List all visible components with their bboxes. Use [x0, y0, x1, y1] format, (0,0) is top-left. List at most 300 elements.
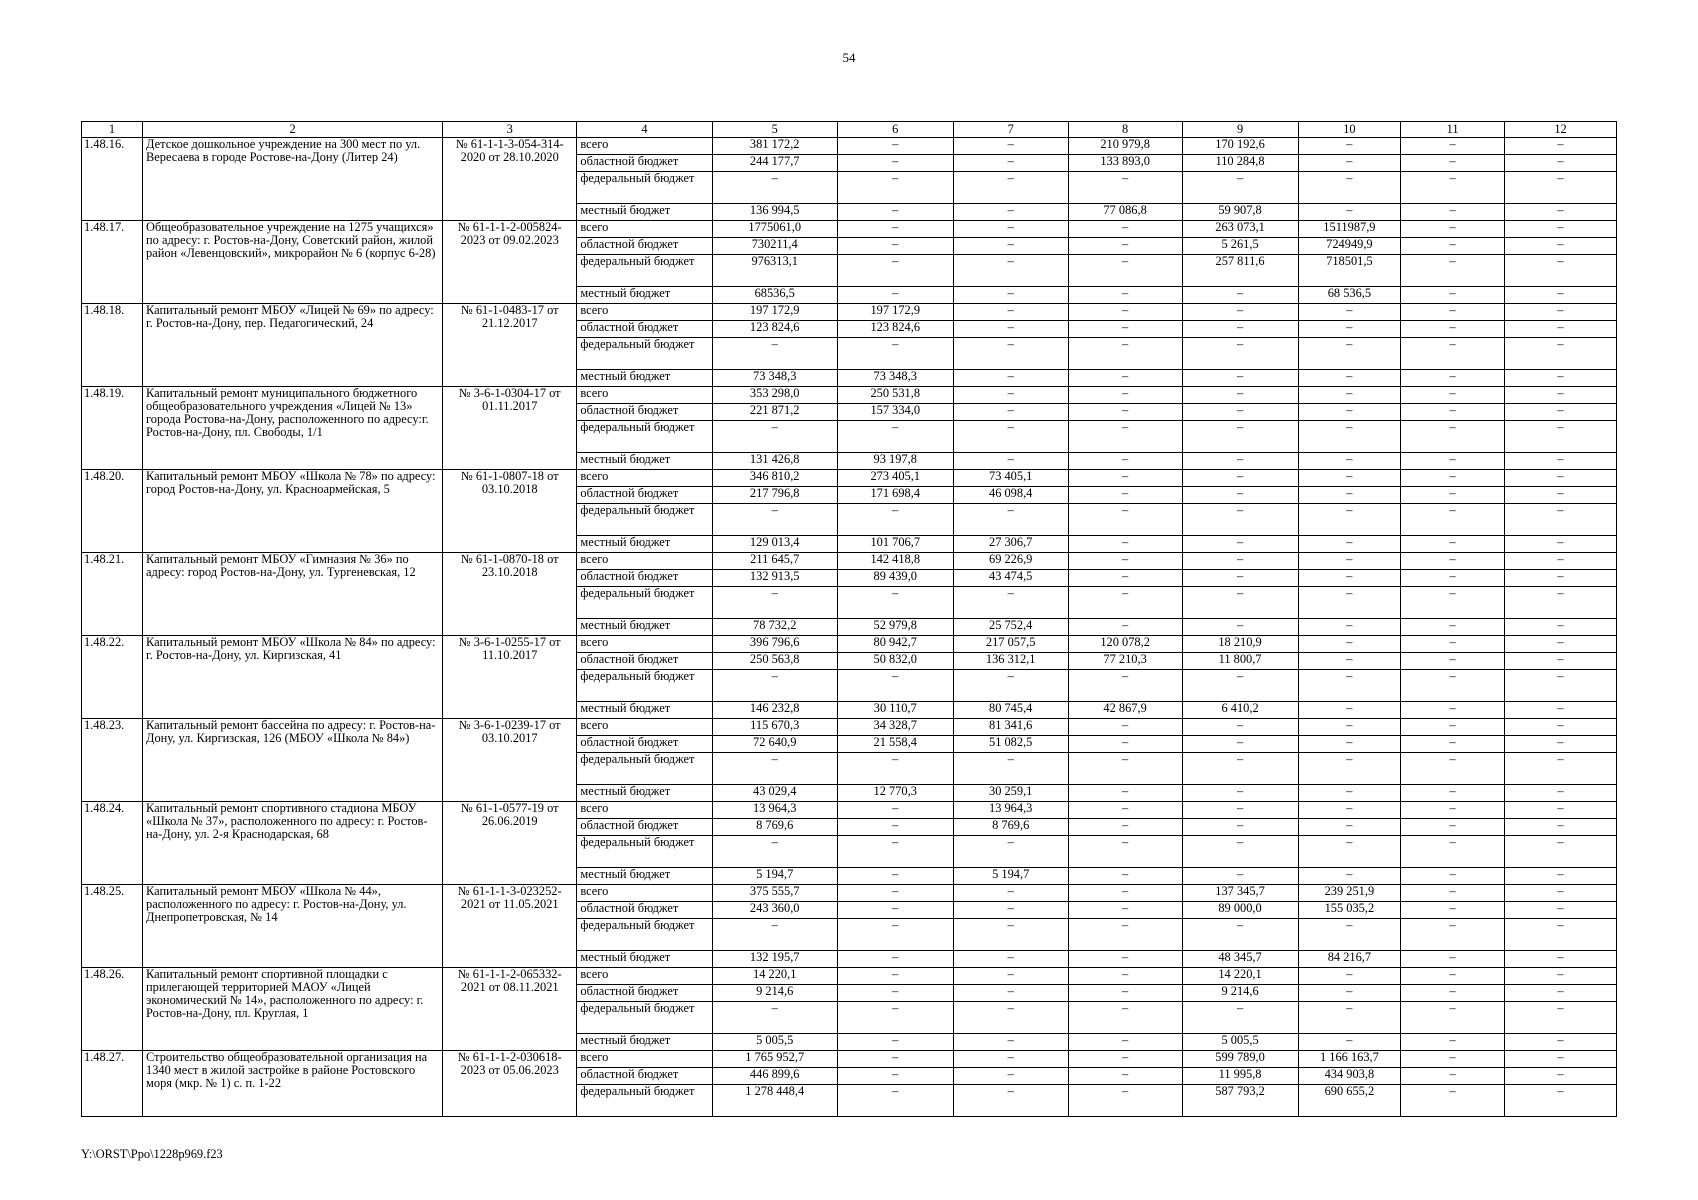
document-reference: № 61-1-1-2-005824-2023 от 09.02.2023: [443, 221, 577, 304]
amount-cell: –: [1068, 802, 1182, 819]
amount-cell: –: [712, 421, 837, 453]
amount-cell: –: [1068, 919, 1182, 951]
amount-cell: 8 769,6: [953, 819, 1068, 836]
amount-cell: –: [1068, 370, 1182, 387]
amount-cell: –: [837, 836, 953, 868]
amount-cell: –: [1298, 1034, 1401, 1051]
funding-source: местный бюджет: [577, 951, 712, 968]
funding-source: областной бюджет: [577, 1068, 712, 1085]
amount-cell: –: [1068, 619, 1182, 636]
amount-cell: –: [1182, 487, 1298, 504]
amount-cell: –: [953, 919, 1068, 951]
amount-cell: –: [1298, 204, 1401, 221]
amount-cell: –: [953, 404, 1068, 421]
funding-source: федеральный бюджет: [577, 504, 712, 536]
amount-cell: –: [1401, 387, 1505, 404]
document-reference: № 3-6-1-0239-17 от 03.10.2017: [443, 719, 577, 802]
document-reference: № 61-1-1-3-023252-2021 от 11.05.2021: [443, 885, 577, 968]
column-header-2: 2: [143, 122, 443, 138]
item-number: 1.48.26.: [82, 968, 143, 1051]
amount-cell: 59 907,8: [1182, 204, 1298, 221]
amount-cell: –: [837, 155, 953, 172]
amount-cell: –: [1298, 155, 1401, 172]
document-reference: № 61-1-0807-18 от 03.10.2018: [443, 470, 577, 553]
amount-cell: 1 765 952,7: [712, 1051, 837, 1068]
amount-cell: –: [1401, 1034, 1505, 1051]
amount-cell: 273 405,1: [837, 470, 953, 487]
document-reference: № 61-1-0483-17 от 21.12.2017: [443, 304, 577, 387]
amount-cell: –: [953, 238, 1068, 255]
item-number: 1.48.24.: [82, 802, 143, 885]
amount-cell: 136 312,1: [953, 653, 1068, 670]
amount-cell: –: [1298, 868, 1401, 885]
amount-cell: 14 220,1: [712, 968, 837, 985]
amount-cell: 221 871,2: [712, 404, 837, 421]
amount-cell: 690 655,2: [1298, 1085, 1401, 1117]
amount-cell: –: [1068, 1068, 1182, 1085]
amount-cell: –: [953, 1068, 1068, 1085]
funding-source: областной бюджет: [577, 238, 712, 255]
amount-cell: –: [1505, 968, 1617, 985]
amount-cell: –: [1505, 421, 1617, 453]
amount-cell: –: [1401, 570, 1505, 587]
amount-cell: –: [837, 1068, 953, 1085]
funding-source: федеральный бюджет: [577, 172, 712, 204]
amount-cell: 375 555,7: [712, 885, 837, 902]
funding-source: федеральный бюджет: [577, 421, 712, 453]
amount-cell: –: [1182, 736, 1298, 753]
amount-cell: 18 210,9: [1182, 636, 1298, 653]
amount-cell: 89 439,0: [837, 570, 953, 587]
amount-cell: 50 832,0: [837, 653, 953, 670]
amount-cell: –: [1298, 653, 1401, 670]
amount-cell: –: [1182, 370, 1298, 387]
amount-cell: –: [837, 1034, 953, 1051]
amount-cell: –: [837, 951, 953, 968]
amount-cell: –: [1401, 1051, 1505, 1068]
amount-cell: 132 195,7: [712, 951, 837, 968]
amount-cell: –: [1298, 719, 1401, 736]
amount-cell: –: [1298, 321, 1401, 338]
amount-cell: –: [1068, 1034, 1182, 1051]
amount-cell: –: [953, 885, 1068, 902]
amount-cell: –: [1182, 453, 1298, 470]
amount-cell: –: [1401, 968, 1505, 985]
amount-cell: –: [837, 1085, 953, 1117]
amount-cell: –: [837, 238, 953, 255]
amount-cell: 257 811,6: [1182, 255, 1298, 287]
amount-cell: –: [1068, 287, 1182, 304]
amount-cell: 52 979,8: [837, 619, 953, 636]
amount-cell: –: [1401, 670, 1505, 702]
amount-cell: –: [837, 902, 953, 919]
funding-source: всего: [577, 802, 712, 819]
funding-source: местный бюджет: [577, 619, 712, 636]
amount-cell: 27 306,7: [953, 536, 1068, 553]
column-header-8: 8: [1068, 122, 1182, 138]
amount-cell: 381 172,2: [712, 138, 837, 155]
amount-cell: –: [1505, 951, 1617, 968]
amount-cell: 115 670,3: [712, 719, 837, 736]
amount-cell: –: [953, 221, 1068, 238]
column-header-3: 3: [443, 122, 577, 138]
amount-cell: –: [1182, 387, 1298, 404]
amount-cell: –: [1505, 785, 1617, 802]
amount-cell: –: [1298, 736, 1401, 753]
item-number: 1.48.18.: [82, 304, 143, 387]
amount-cell: –: [1068, 587, 1182, 619]
amount-cell: –: [837, 587, 953, 619]
amount-cell: –: [1068, 304, 1182, 321]
amount-cell: –: [1182, 836, 1298, 868]
amount-cell: –: [1401, 138, 1505, 155]
amount-cell: –: [953, 968, 1068, 985]
object-name: Детское дошкольное учреждение на 300 мест по ул. Вересаева в городе Ростове-на-Дону (Литер 24): [143, 138, 443, 221]
amount-cell: –: [1505, 204, 1617, 221]
object-name: Капитальный ремонт МБОУ «Школа № 84» по адресу: г. Ростов-на-Дону, ул. Киргизская, 41: [143, 636, 443, 719]
amount-cell: –: [1505, 670, 1617, 702]
object-name: Капитальный ремонт муниципального бюджетного общеобразовательного учреждения «Лицей № 13» города Ростова-на-Дону, расположенного по адресу:г. Ростов-на-Дону, пл. Свободы, 1/1: [143, 387, 443, 470]
table-row: [82, 470, 1617, 487]
amount-cell: 25 752,4: [953, 619, 1068, 636]
amount-cell: –: [1505, 570, 1617, 587]
amount-cell: –: [1298, 753, 1401, 785]
amount-cell: –: [1182, 587, 1298, 619]
amount-cell: –: [1182, 536, 1298, 553]
column-header-12: 12: [1505, 122, 1617, 138]
page-number: 54: [842, 50, 856, 65]
amount-cell: –: [712, 836, 837, 868]
amount-cell: –: [1505, 404, 1617, 421]
amount-cell: –: [1298, 968, 1401, 985]
amount-cell: 243 360,0: [712, 902, 837, 919]
amount-cell: –: [1401, 421, 1505, 453]
amount-cell: –: [1068, 819, 1182, 836]
amount-cell: –: [1298, 421, 1401, 453]
amount-cell: –: [1298, 785, 1401, 802]
amount-cell: –: [1401, 802, 1505, 819]
funding-source: областной бюджет: [577, 902, 712, 919]
amount-cell: 81 341,6: [953, 719, 1068, 736]
amount-cell: –: [1182, 504, 1298, 536]
funding-source: местный бюджет: [577, 536, 712, 553]
item-number: 1.48.23.: [82, 719, 143, 802]
amount-cell: –: [837, 287, 953, 304]
amount-cell: –: [1401, 155, 1505, 172]
table-row: [82, 221, 1617, 238]
document-reference: № 3-6-1-0304-17 от 01.11.2017: [443, 387, 577, 470]
funding-source: всего: [577, 387, 712, 404]
funding-source: всего: [577, 221, 712, 238]
amount-cell: –: [837, 819, 953, 836]
amount-cell: –: [1068, 1085, 1182, 1117]
table-row: [82, 719, 1617, 736]
amount-cell: –: [837, 968, 953, 985]
amount-cell: –: [1068, 968, 1182, 985]
column-header-9: 9: [1182, 122, 1298, 138]
amount-cell: –: [1401, 1068, 1505, 1085]
amount-cell: –: [837, 885, 953, 902]
amount-cell: –: [1068, 453, 1182, 470]
amount-cell: –: [1298, 702, 1401, 719]
amount-cell: 43 474,5: [953, 570, 1068, 587]
amount-cell: –: [1401, 338, 1505, 370]
funding-source: местный бюджет: [577, 453, 712, 470]
amount-cell: –: [1401, 785, 1505, 802]
amount-cell: –: [1401, 404, 1505, 421]
table-row: [82, 968, 1617, 985]
amount-cell: 9 214,6: [712, 985, 837, 1002]
amount-cell: –: [1401, 1002, 1505, 1034]
amount-cell: 730211,4: [712, 238, 837, 255]
item-number: 1.48.22.: [82, 636, 143, 719]
amount-cell: –: [1401, 204, 1505, 221]
column-number-row: [82, 122, 1617, 138]
funding-source: областной бюджет: [577, 819, 712, 836]
amount-cell: 210 979,8: [1068, 138, 1182, 155]
amount-cell: 46 098,4: [953, 487, 1068, 504]
amount-cell: –: [1505, 1034, 1617, 1051]
amount-cell: –: [1401, 370, 1505, 387]
column-header-4: 4: [577, 122, 712, 138]
amount-cell: –: [1068, 719, 1182, 736]
amount-cell: 9 214,6: [1182, 985, 1298, 1002]
amount-cell: 1 166 163,7: [1298, 1051, 1401, 1068]
funding-source: областной бюджет: [577, 570, 712, 587]
amount-cell: –: [1505, 553, 1617, 570]
item-number: 1.48.25.: [82, 885, 143, 968]
amount-cell: –: [1298, 985, 1401, 1002]
amount-cell: –: [1298, 919, 1401, 951]
amount-cell: 136 994,5: [712, 204, 837, 221]
amount-cell: 1 278 448,4: [712, 1085, 837, 1117]
amount-cell: –: [837, 221, 953, 238]
funding-source: всего: [577, 470, 712, 487]
amount-cell: 217 796,8: [712, 487, 837, 504]
funding-source: федеральный бюджет: [577, 1085, 712, 1117]
amount-cell: 51 082,5: [953, 736, 1068, 753]
document-reference: № 61-1-1-2-030618-2023 от 05.06.2023: [443, 1051, 577, 1117]
amount-cell: 5 261,5: [1182, 238, 1298, 255]
amount-cell: –: [712, 670, 837, 702]
table-row: [82, 387, 1617, 404]
amount-cell: –: [1298, 338, 1401, 370]
amount-cell: –: [1401, 702, 1505, 719]
amount-cell: 73 405,1: [953, 470, 1068, 487]
amount-cell: –: [1068, 238, 1182, 255]
amount-cell: –: [953, 951, 1068, 968]
amount-cell: –: [837, 138, 953, 155]
amount-cell: 976313,1: [712, 255, 837, 287]
funding-source: федеральный бюджет: [577, 587, 712, 619]
funding-source: областной бюджет: [577, 653, 712, 670]
amount-cell: –: [1401, 321, 1505, 338]
amount-cell: 250 563,8: [712, 653, 837, 670]
amount-cell: –: [1401, 487, 1505, 504]
funding-source: всего: [577, 885, 712, 902]
amount-cell: –: [1505, 387, 1617, 404]
amount-cell: 89 000,0: [1182, 902, 1298, 919]
amount-cell: –: [712, 919, 837, 951]
amount-cell: 72 640,9: [712, 736, 837, 753]
item-number: 1.48.17.: [82, 221, 143, 304]
amount-cell: –: [1182, 919, 1298, 951]
amount-cell: 93 197,8: [837, 453, 953, 470]
funding-source: федеральный бюджет: [577, 1002, 712, 1034]
document-reference: № 61-1-1-2-065332-2021 от 08.11.2021: [443, 968, 577, 1051]
amount-cell: –: [1505, 1002, 1617, 1034]
amount-cell: 73 348,3: [837, 370, 953, 387]
amount-cell: 80 745,4: [953, 702, 1068, 719]
amount-cell: –: [1298, 819, 1401, 836]
amount-cell: 12 770,3: [837, 785, 953, 802]
amount-cell: –: [837, 255, 953, 287]
amount-cell: 1511987,9: [1298, 221, 1401, 238]
column-header-10: 10: [1298, 122, 1401, 138]
amount-cell: –: [1401, 470, 1505, 487]
amount-cell: –: [1505, 172, 1617, 204]
amount-cell: –: [1182, 404, 1298, 421]
amount-cell: –: [1298, 138, 1401, 155]
amount-cell: 21 558,4: [837, 736, 953, 753]
amount-cell: –: [1505, 902, 1617, 919]
amount-cell: 396 796,6: [712, 636, 837, 653]
amount-cell: 142 418,8: [837, 553, 953, 570]
amount-cell: 250 531,8: [837, 387, 953, 404]
amount-cell: 446 899,6: [712, 1068, 837, 1085]
amount-cell: –: [1068, 172, 1182, 204]
amount-cell: –: [1401, 868, 1505, 885]
amount-cell: –: [953, 587, 1068, 619]
amount-cell: –: [1401, 885, 1505, 902]
amount-cell: –: [1505, 1051, 1617, 1068]
amount-cell: –: [1298, 370, 1401, 387]
amount-cell: 244 177,7: [712, 155, 837, 172]
item-number: 1.48.21.: [82, 553, 143, 636]
item-number: 1.48.19.: [82, 387, 143, 470]
amount-cell: –: [1182, 719, 1298, 736]
amount-cell: –: [1298, 553, 1401, 570]
amount-cell: –: [1182, 338, 1298, 370]
amount-cell: –: [1505, 155, 1617, 172]
amount-cell: 80 942,7: [837, 636, 953, 653]
funding-source: всего: [577, 138, 712, 155]
amount-cell: 123 824,6: [712, 321, 837, 338]
amount-cell: –: [712, 172, 837, 204]
amount-cell: 5 005,5: [1182, 1034, 1298, 1051]
object-name: Строительство общеобразовательной организация на 1340 мест в жилой застройке в районе Ростовского моря (мкр. № 1) с. п. 1-22: [143, 1051, 443, 1117]
amount-cell: –: [1401, 719, 1505, 736]
amount-cell: –: [1298, 536, 1401, 553]
object-name: Общеобразовательное учреждение на 1275 учащихся» по адресу: г. Ростов-на-Дону, Советский район, жилой район «Левенцовский», микрорайон № 6 (корпус 6-28): [143, 221, 443, 304]
funding-source: всего: [577, 553, 712, 570]
amount-cell: 84 216,7: [1298, 951, 1401, 968]
amount-cell: –: [953, 138, 1068, 155]
amount-cell: –: [712, 753, 837, 785]
amount-cell: –: [1401, 221, 1505, 238]
funding-source: федеральный бюджет: [577, 919, 712, 951]
amount-cell: –: [837, 802, 953, 819]
amount-cell: –: [953, 255, 1068, 287]
amount-cell: –: [1068, 985, 1182, 1002]
column-header-5: 5: [712, 122, 837, 138]
amount-cell: 5 194,7: [953, 868, 1068, 885]
amount-cell: –: [1505, 453, 1617, 470]
funding-source: федеральный бюджет: [577, 670, 712, 702]
amount-cell: –: [953, 1002, 1068, 1034]
amount-cell: –: [1505, 919, 1617, 951]
amount-cell: 101 706,7: [837, 536, 953, 553]
funding-source: местный бюджет: [577, 785, 712, 802]
amount-cell: 43 029,4: [712, 785, 837, 802]
amount-cell: –: [1182, 1002, 1298, 1034]
amount-cell: 30 110,7: [837, 702, 953, 719]
column-header-6: 6: [837, 122, 953, 138]
funding-source: всего: [577, 968, 712, 985]
amount-cell: –: [1401, 736, 1505, 753]
column-header-11: 11: [1401, 122, 1505, 138]
amount-cell: 14 220,1: [1182, 968, 1298, 985]
amount-cell: –: [1505, 321, 1617, 338]
amount-cell: –: [1505, 819, 1617, 836]
funding-source: областной бюджет: [577, 155, 712, 172]
amount-cell: –: [1401, 753, 1505, 785]
amount-cell: –: [1182, 785, 1298, 802]
amount-cell: –: [953, 321, 1068, 338]
amount-cell: –: [1505, 802, 1617, 819]
amount-cell: –: [1182, 868, 1298, 885]
amount-cell: 42 867,9: [1068, 702, 1182, 719]
funding-source: местный бюджет: [577, 868, 712, 885]
funding-source: местный бюджет: [577, 1034, 712, 1051]
amount-cell: –: [953, 504, 1068, 536]
amount-cell: –: [953, 338, 1068, 370]
amount-cell: –: [1505, 138, 1617, 155]
object-name: Капитальный ремонт бассейна по адресу: г. Ростов-на-Дону, ул. Киргизская, 126 (МБОУ «Школа № 84»): [143, 719, 443, 802]
amount-cell: 6 410,2: [1182, 702, 1298, 719]
amount-cell: –: [1068, 221, 1182, 238]
funding-source: местный бюджет: [577, 370, 712, 387]
amount-cell: –: [837, 338, 953, 370]
amount-cell: 11 800,7: [1182, 653, 1298, 670]
amount-cell: –: [837, 670, 953, 702]
funding-source: федеральный бюджет: [577, 753, 712, 785]
amount-cell: –: [1068, 487, 1182, 504]
amount-cell: –: [1068, 504, 1182, 536]
amount-cell: 69 226,9: [953, 553, 1068, 570]
amount-cell: –: [1298, 802, 1401, 819]
amount-cell: –: [953, 902, 1068, 919]
amount-cell: 129 013,4: [712, 536, 837, 553]
amount-cell: –: [837, 1051, 953, 1068]
funding-source: федеральный бюджет: [577, 255, 712, 287]
amount-cell: –: [1298, 504, 1401, 536]
amount-cell: 133 893,0: [1068, 155, 1182, 172]
amount-cell: –: [1068, 785, 1182, 802]
amount-cell: 68 536,5: [1298, 287, 1401, 304]
amount-cell: –: [712, 1002, 837, 1034]
amount-cell: –: [1505, 619, 1617, 636]
funding-source: всего: [577, 304, 712, 321]
amount-cell: 13 964,3: [712, 802, 837, 819]
amount-cell: –: [1401, 636, 1505, 653]
amount-cell: 77 086,8: [1068, 204, 1182, 221]
funding-source: областной бюджет: [577, 487, 712, 504]
amount-cell: –: [1505, 536, 1617, 553]
amount-cell: 211 645,7: [712, 553, 837, 570]
document-reference: № 61-1-0870-18 от 23.10.2018: [443, 553, 577, 636]
amount-cell: –: [712, 504, 837, 536]
